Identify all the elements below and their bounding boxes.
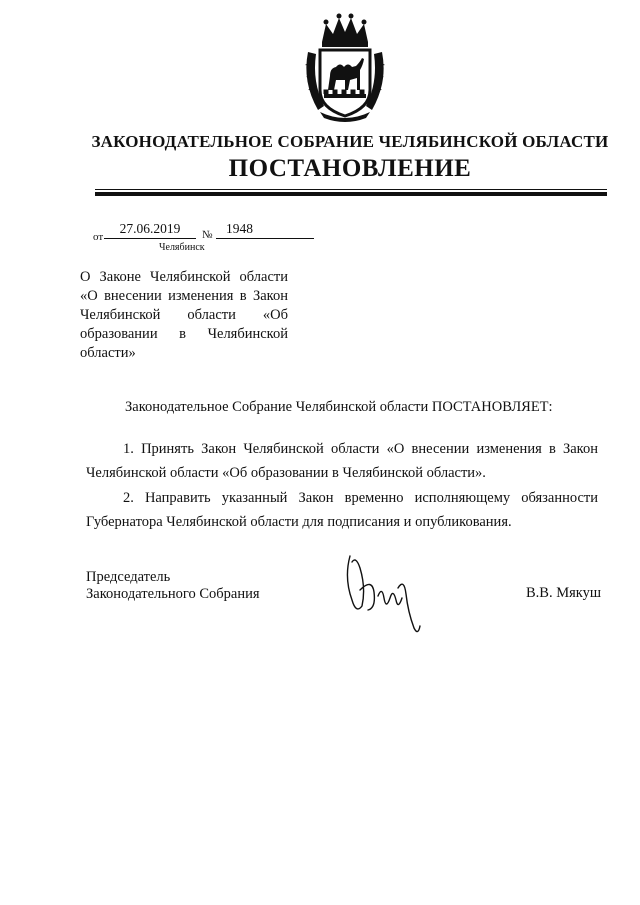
document-subject: О Законе Челябинской области «О внесении изменения в Закон Челябинской области «Об образовании в Челябинской области»: [80, 269, 288, 361]
signatory-title-line-1: Председатель: [86, 569, 171, 585]
organization-title: ЗАКОНОДАТЕЛЬНОЕ СОБРАНИЕ ЧЕЛЯБИНСКОЙ ОБЛАСТИ: [91, 132, 609, 151]
resolution-item-1: 1. Принять Закон Челябинской области «О внесении изменения в Закон Челябинской области «Об образовании в Челябинской области».: [86, 441, 598, 481]
document-number: 1948: [216, 221, 314, 239]
header-divider-thick: [95, 192, 607, 196]
document-date: 27.06.2019: [104, 221, 196, 239]
date-prefix-label: от: [93, 231, 104, 243]
document-city: Челябинск: [159, 242, 205, 253]
resolution-item-2: 2. Направить указанный Закон временно исполняющему обязанности Губернатора Челябинской области для подписания и опубликования.: [86, 490, 598, 530]
handwritten-signature: [338, 548, 428, 638]
document-type-title: ПОСТАНОВЛЕНИЕ: [228, 155, 472, 182]
coat-of-arms-icon: [300, 12, 390, 122]
signer-name: В.В. Мякуш: [526, 585, 602, 601]
signatory-title: [86, 569, 260, 603]
number-sign-label: №: [202, 229, 213, 241]
body-preamble: Законодательное Собрание Челябинской области ПОСТАНОВЛЯЕТ:: [125, 399, 553, 415]
header-divider-thin: [95, 189, 607, 190]
signatory-title-line-2: Законодательного Собрания: [86, 586, 260, 602]
